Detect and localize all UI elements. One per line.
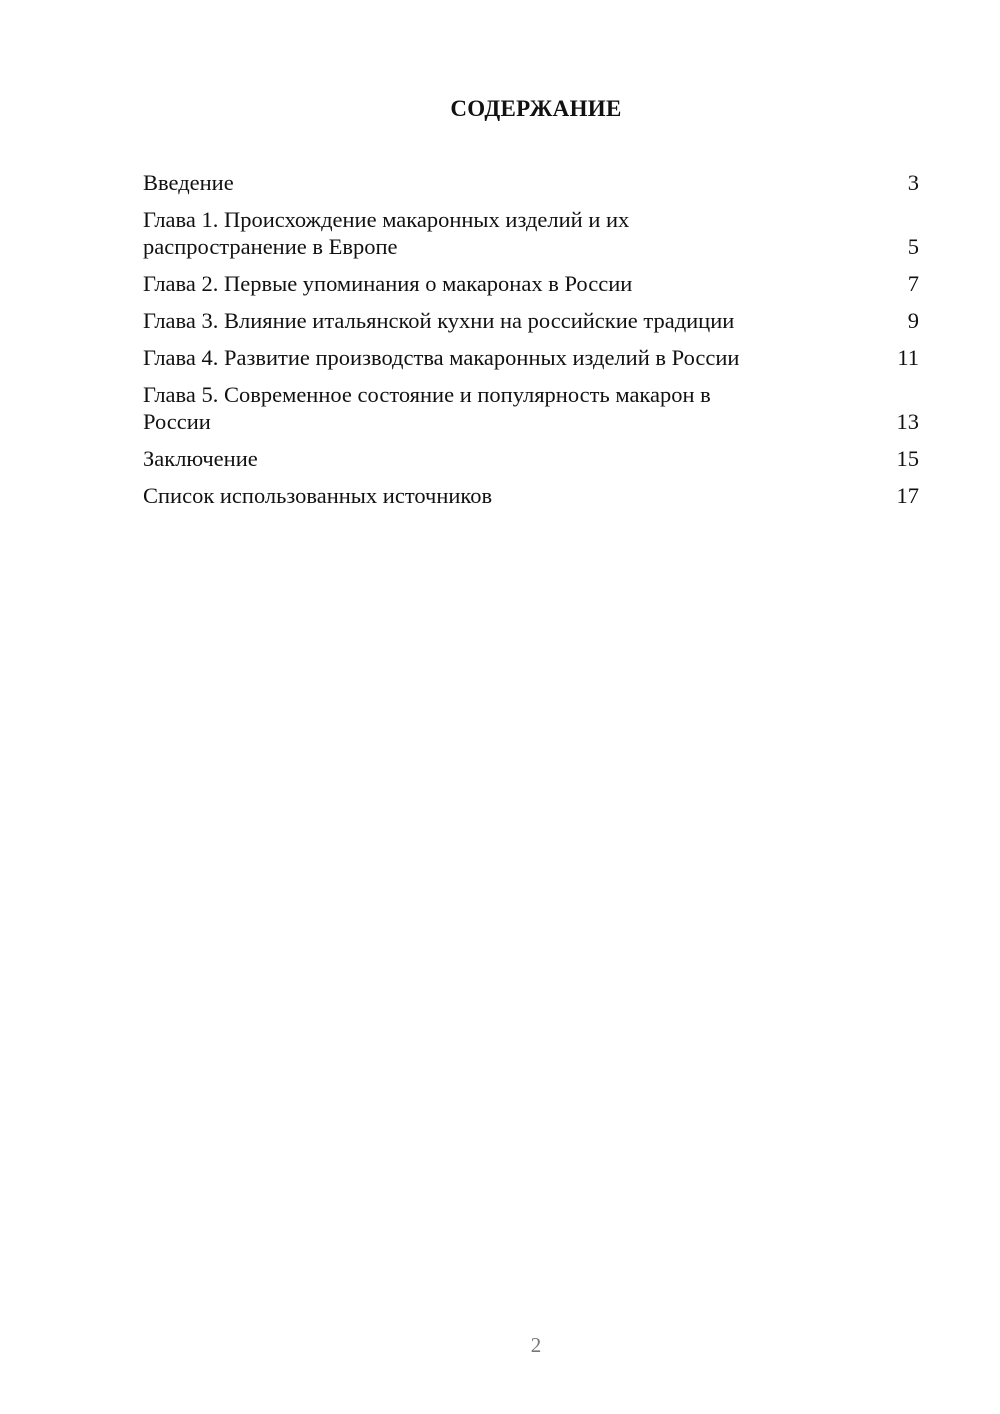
- toc-entry-chapter-2: [143, 270, 919, 297]
- toc-entry-page-number: 9: [907, 308, 919, 333]
- toc-entry-page-number: 7: [907, 271, 919, 296]
- page-number: 2: [530, 1333, 542, 1357]
- toc-entry-page-number: 3: [907, 170, 919, 195]
- toc-entry-conclusion: [143, 445, 919, 472]
- table-of-contents: [143, 169, 919, 519]
- toc-entry-chapter-5: [143, 381, 919, 435]
- toc-entry-label: Глава 1. Происхождение макаронных изделий и их распространение в Европе: [143, 207, 630, 259]
- toc-entry-chapter-1: [143, 206, 919, 260]
- toc-entry-label: Введение: [143, 170, 234, 195]
- toc-entry-introduction: [143, 169, 919, 196]
- toc-entry-page-number: 13: [896, 409, 919, 434]
- toc-entry-chapter-4: [143, 344, 919, 371]
- toc-entry-references: [143, 482, 919, 509]
- toc-entry-page-number: 15: [896, 446, 919, 471]
- toc-entry-page-number: 17: [896, 483, 919, 508]
- toc-title: СОДЕРЖАНИЕ: [450, 96, 622, 121]
- toc-entry-page-number: 5: [907, 234, 919, 259]
- toc-entry-label: Глава 2. Первые упоминания о макаронах в России: [143, 271, 633, 296]
- toc-entry-label: Список использованных источников: [143, 483, 493, 508]
- toc-entry-label: Глава 5. Современное состояние и популярность макарон в России: [143, 382, 711, 434]
- toc-entry-chapter-3: [143, 307, 919, 334]
- toc-entry-page-number: 11: [897, 345, 919, 370]
- toc-entry-label: Глава 4. Развитие производства макаронных изделий в России: [143, 345, 740, 370]
- toc-entry-label: Заключение: [143, 446, 258, 471]
- toc-entry-label: Глава 3. Влияние итальянской кухни на российские традиции: [143, 308, 735, 333]
